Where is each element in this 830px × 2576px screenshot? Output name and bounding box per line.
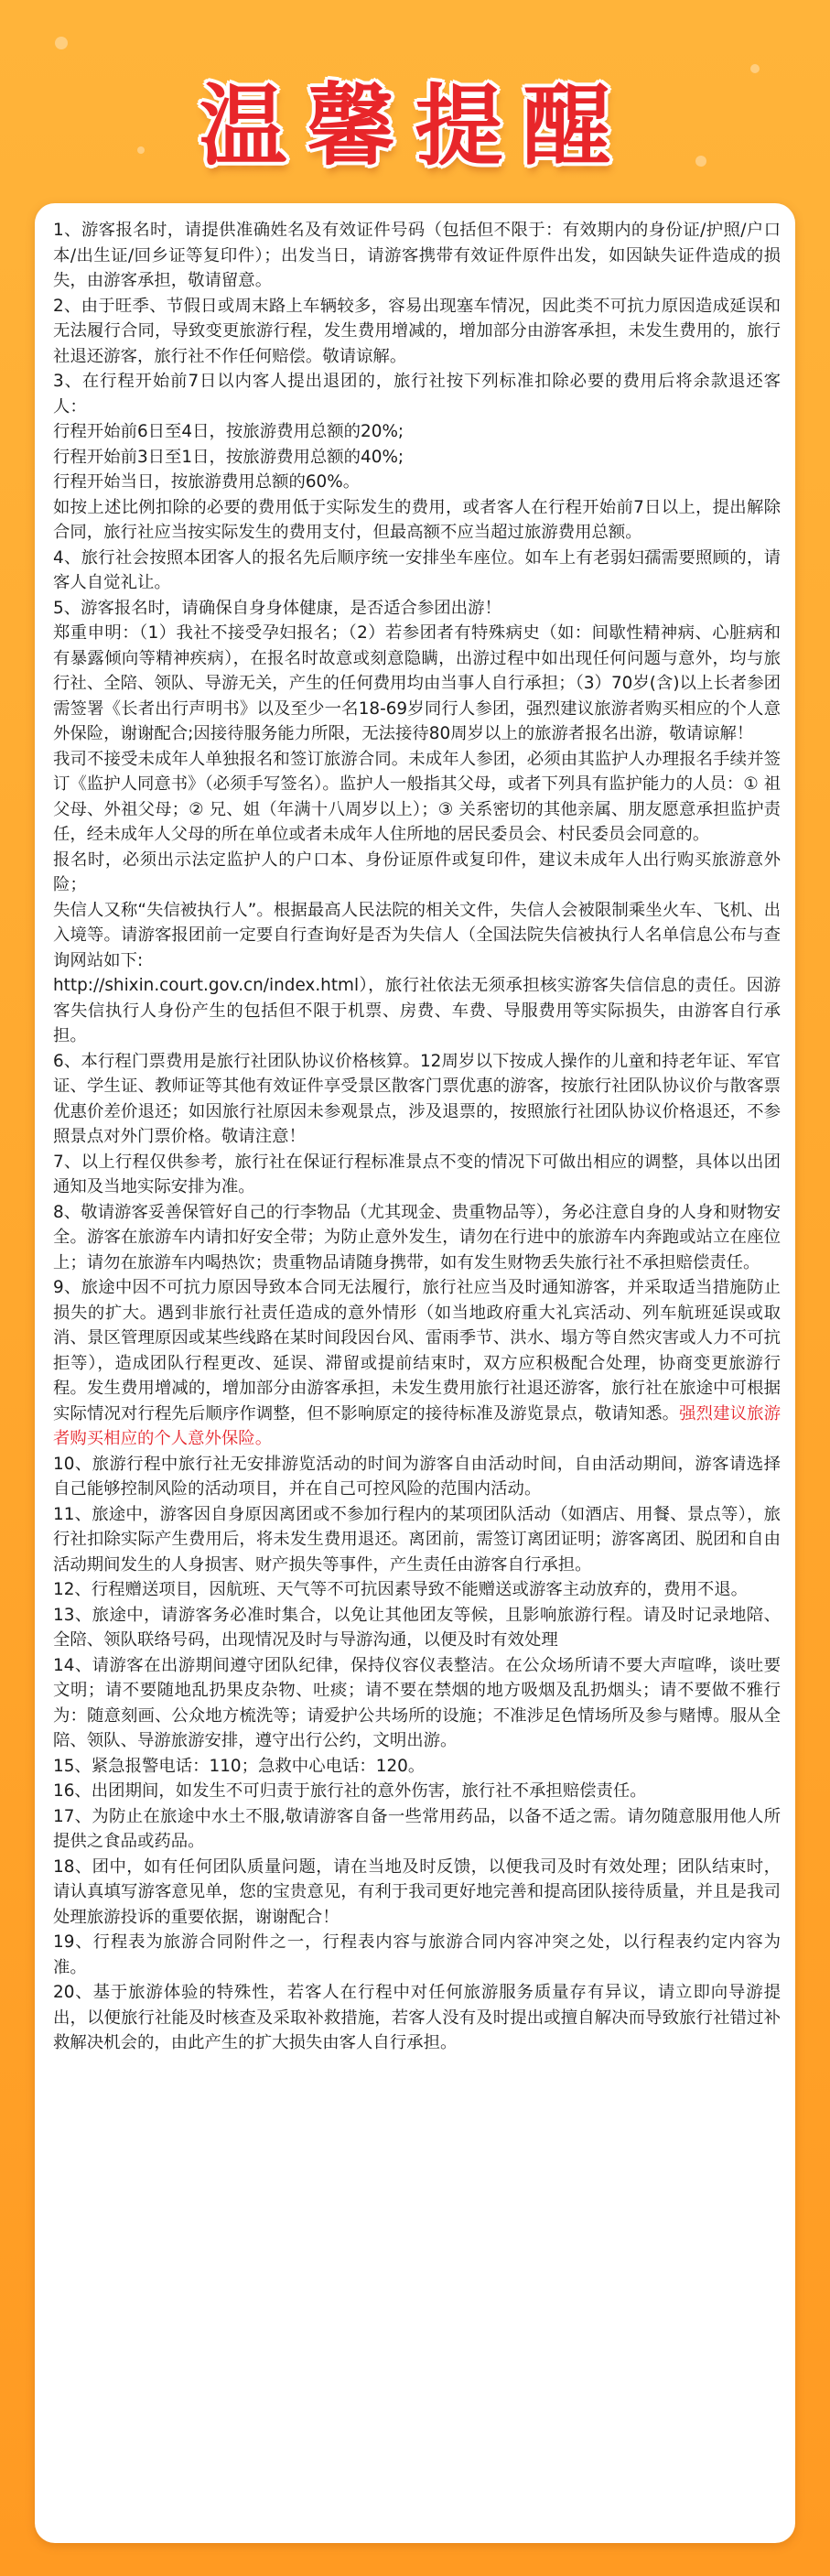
refund-rule-1: 行程开始前6日至4日，按旅游费用总额的20%; — [53, 422, 404, 441]
page-title: 温馨提醒 — [199, 75, 631, 178]
notice-content — [53, 218, 781, 2534]
notice-item-12: 12、行程赠送项目，因航班、天气等不可抗因素导致不能赠送或游客主动放弃的，费用不退。 — [53, 1580, 749, 1599]
notice-item-9-text: 9、旅途中因不可抗力原因导致本合同无法履行，旅行社应当及时通知游客，并采取适当措施防止损失的扩大。遇到非旅行社责任造成的意外情形（如当地政府重大礼宾活动、列车航班延误或取消、景区管理原因或某些线路在某时间段因台风、雷雨季节、洪水、塌方等自然灾害或人力不可抗拒等），造成团队行程更改、延误、滞留或提前结束时，双方应积极配合处理，协商变更旅游行程。发生费用增减的，增加部分由游客承担，未发生费用旅行社退还游客，旅行社在旅途中可根据实际情况对行程先后顺序作调整，但不影响原定的接待标准及游览景点，敬请知悉。 — [53, 1278, 781, 1423]
health-declaration: 郑重申明：（1）我社不接受孕妇报名；（2）若参团者有特殊病史（如：间歇性精神病、心脏病和有暴露倾向等精神疾病），在报名时故意或刻意隐瞒，出游过程中如出现任何问题与意外，均与旅行社、全陪、领队、导游无关，产生的任何费用均由当事人自行承担；（3）70岁(含)以上长者参团需签署《长者出行声明书》以及至少一名18-69岁同行人参团，强烈建议旅游者购买相应的个人意外保险，谢谢配合;因接待服务能力所限，无法接待80周岁以上的旅游者报名出游，敬请谅解！ — [53, 623, 781, 743]
notice-item-5: 5、游客报名时，请确保自身身体健康，是否适合参团出游！ — [53, 598, 501, 618]
notice-item-3: 3、在行程开始前7日以内客人提出退团的，旅行社按下列标准扣除必要的费用后将余款退还客人： — [53, 372, 781, 417]
notice-item-9 — [53, 1275, 781, 1452]
insurance-highlight: 强烈建议旅游者购买相应的个人意外保险。 — [53, 1403, 781, 1448]
minor-registration: 我司不接受未成年人单独报名和签订旅游合同。未成年人参团，必须由其监护人办理报名手续并签订《监护人同意书》（必须手写签名）。监护人一般指其父母，或者下列具有监护能力的人员：① 祖父母、外祖父母；② 兄、姐（年满十八周岁以上）；③ 关系密切的其他亲属、朋友愿意承担监护责任，经未成年人父母的所在单位或者未成年人住所地的居民委员会、村民委员会同意的。 — [53, 749, 781, 844]
notice-item-2: 2、由于旺季、节假日或周末路上车辆较多，容易出现塞车情况，因此类不可抗力原因造成延误和无法履行合同，导致变更旅游行程，发生费用增减的，增加部分由游客承担，未发生费用的，旅行社退还游客，旅行社不作任何赔偿。敬请谅解。 — [53, 296, 781, 366]
refund-rule-3: 行程开始当日，按旅游费用总额的60%。 — [53, 472, 361, 492]
header-banner — [0, 0, 830, 188]
notice-item-11: 11、旅途中，游客因自身原因离团或不参加行程内的某项团队活动（如酒店、用餐、景点等），旅行社扣除实际产生费用后，将未发生费用退还。离团前，需签订离团证明；游客离团、脱团和自由活动期间发生的人身损害、财产损失等事件，产生责任由游客自行承担。 — [53, 1504, 781, 1575]
notice-item-19: 19、行程表为旅游合同附件之一，行程表内容与旅游合同内容冲突之处，以行程表约定内容为准。 — [53, 1932, 781, 1977]
notice-item-17: 17、为防止在旅途中水土不服,敬请游客自备一些常用药品，以备不适之需。请勿随意服用他人所提供之食品或药品。 — [53, 1806, 781, 1851]
notice-item-18: 18、团中，如有任何团队质量问题，请在当地及时反馈，以便我司及时有效处理；团队结束时，请认真填写游客意见单，您的宝贵意见，有利于我司更好地完善和提高团队接待质量，并且是我司处理旅游投诉的重要依据，谢谢配合！ — [53, 1856, 781, 1927]
notice-item-6: 6、本行程门票费用是旅行社团队协议价格核算。12周岁以下按成人操作的儿童和持老年证、军官证、学生证、教师证等其他有效证件享受景区散客门票优惠的游客，按旅行社团队协议价与散客票优惠价差价退还；如因旅行社原因未参观景点，涉及退票的，按照旅行社团队协议价格退还，不参照景点对外门票价格。敬请注意！ — [53, 1051, 781, 1146]
notice-item-7: 7、以上行程仅供参考，旅行社在保证行程标准景点不变的情况下可做出相应的调整，具体以出团通知及当地实际安排为准。 — [53, 1152, 781, 1196]
notice-item-20: 20、基于旅游体验的特殊性，若客人在行程中对任何旅游服务质量存有异议，请立即向导游提出，以便旅行社能及时核查及采取补救措施，若客人没有及时提出或擅自解决而导致旅行社错过补救解决机会的，由此产生的扩大损失由客人自行承担。 — [53, 1983, 781, 2052]
dishonest-person-note: 失信人又称“失信被执行人”。根据最高人民法院的相关文件，失信人会被限制乘坐火车、飞机、出入境等。请游客报团前一定要自行查询好是否为失信人（全国法院失信被执行人名单信息公布与查询网站如下: — [53, 900, 781, 970]
dishonest-person-url: http://shixin.court.gov.cn/index.html），旅行社依法无须承担核实游客失信信息的责任。因游客失信执行人身份产生的包括但不限于机票、房费、车费、导服费用等实际损失，由游客自行承担。 — [53, 976, 781, 1045]
notice-item-16: 16、出团期间，如发生不可归责于旅行社的意外伤害，旅行社不承担赔偿责任。 — [53, 1781, 647, 1801]
guardian-documents: 报名时，必须出示法定监护人的户口本、身份证原件或复印件，建议未成年人出行购买旅游意外险； — [53, 850, 781, 894]
notice-item-8: 8、敬请游客妥善保管好自己的行李物品（尤其现金、贵重物品等），务必注意自身的人身和财物安全。游客在旅游车内请扣好安全带；为防止意外发生，请勿在行进中的旅游车内奔跑或站立在座位上；请勿在旅游车内喝热饮；贵重物品请随身携带，如有发生财物丢失旅行社不承担赔偿责任。 — [53, 1202, 781, 1272]
notice-item-13: 13、旅途中，请游客务必准时集合，以免让其他团友等候，且影响旅游行程。请及时记录地陪、全陪、领队联络号码，出现情况及时与导游沟通，以便及时有效处理 — [53, 1605, 781, 1650]
notice-item-10: 10、旅游行程中旅行社无安排游览活动的时间为游客自由活动时间，自由活动期间，游客请选择自己能够控制风险的活动项目，并在自己可控风险的范围内活动。 — [53, 1454, 781, 1499]
decoration-dot — [55, 37, 68, 49]
notice-item-14: 14、请游客在出游期间遵守团队纪律，保持仪容仪表整洁。在公众场所请不要大声喧哗，谈吐要文明；请不要随地乱扔果皮杂物、吐痰；请不要在禁烟的地方吸烟及乱扔烟头；请不要做不雅行为：随意刻画、公众地方梳洗等；请爱护公共场所的设施；不准涉足色情场所及参与赌博。服从全陪、领队、导游旅游安排，遵守出行公约，文明出游。 — [53, 1655, 781, 1750]
notice-item-4: 4、旅行社会按照本团客人的报名先后顺序统一安排坐车座位。如车上有老弱妇孺需要照顾的，请客人自觉礼让。 — [53, 547, 781, 592]
notice-item-1: 1、游客报名时，请提供准确姓名及有效证件号码（包括但不限于：有效期内的身份证/护照/户口本/出生证/回乡证等复印件）；出发当日，请游客携带有效证件原件出发，如因缺失证件造成的损失，由游客承担，敬请留意。 — [53, 221, 781, 290]
notice-item-15: 15、紧急报警电话：110；急救中心电话：120。 — [53, 1756, 426, 1776]
refund-rule-2: 行程开始前3日至1日，按旅游费用总额的40%; — [53, 447, 404, 467]
refund-note: 如按上述比例扣除的必要的费用低于实际发生的费用，或者客人在行程开始前7日以上，提出解除合同，旅行社应当按实际发生的费用支付，但最高额不应当超过旅游费用总额。 — [53, 497, 781, 542]
